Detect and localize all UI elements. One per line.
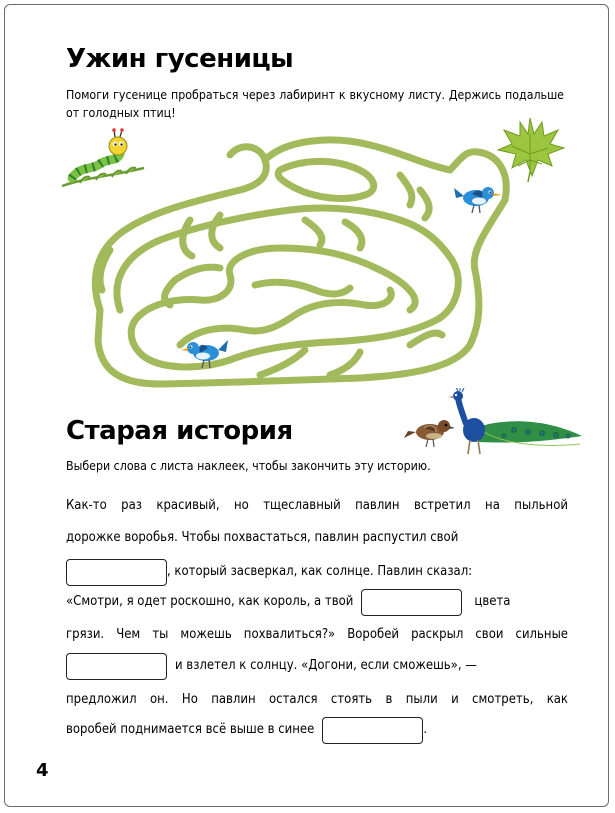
story-line-4-end: цвета — [474, 594, 511, 609]
peacock-icon — [444, 388, 584, 458]
story-line-3-text: , который засверкал, как солнце. Павлин сказал: — [167, 564, 473, 579]
maze-instruction: Помоги гусенице пробраться через лабиринт к вкусному листу. Держись подальше от голодных птиц! — [66, 88, 564, 120]
story-line-7: предложил он. Но павлин остался стоять в пыли и смотреть, как — [66, 692, 568, 707]
blank-4[interactable] — [322, 717, 423, 744]
blue-bird-icon — [180, 336, 230, 370]
story-line-5: грязи. Чем ты можешь похвалиться?» Воробей раскрыл свои сильные — [66, 627, 568, 642]
story-line-8 — [66, 716, 568, 744]
story-line-4-text: «Смотри, я одет роскошно, как король, а твой — [66, 594, 354, 609]
story-instruction: Выбери слова с листа наклеек, чтобы закончить эту историю. — [66, 459, 431, 473]
story-line-4 — [66, 588, 568, 616]
story-line-8-text: воробей поднимается всё выше в синее — [66, 722, 315, 737]
story-title: Старая история — [66, 416, 293, 446]
story-line-1: Как-то раз красивый, но тщеславный павлин встретил на пыльной — [66, 498, 568, 513]
story-line-6-text: и взлетел к солнцу. «Догони, если сможешь», — — [175, 658, 477, 673]
maze-title: Ужин гусеницы — [66, 44, 294, 74]
story-line-3 — [66, 558, 568, 586]
story-line-2: дорожке воробья. Чтобы похвастаться, павлин распустил свой — [66, 530, 459, 545]
story-line-6 — [66, 652, 568, 680]
blue-bird-icon — [452, 182, 504, 216]
blank-3[interactable] — [66, 653, 167, 680]
maze — [80, 130, 520, 395]
blank-2[interactable] — [361, 589, 462, 616]
blank-1[interactable] — [66, 559, 167, 586]
page-number: 4 — [36, 760, 49, 781]
story-line-8-end: . — [423, 722, 428, 737]
